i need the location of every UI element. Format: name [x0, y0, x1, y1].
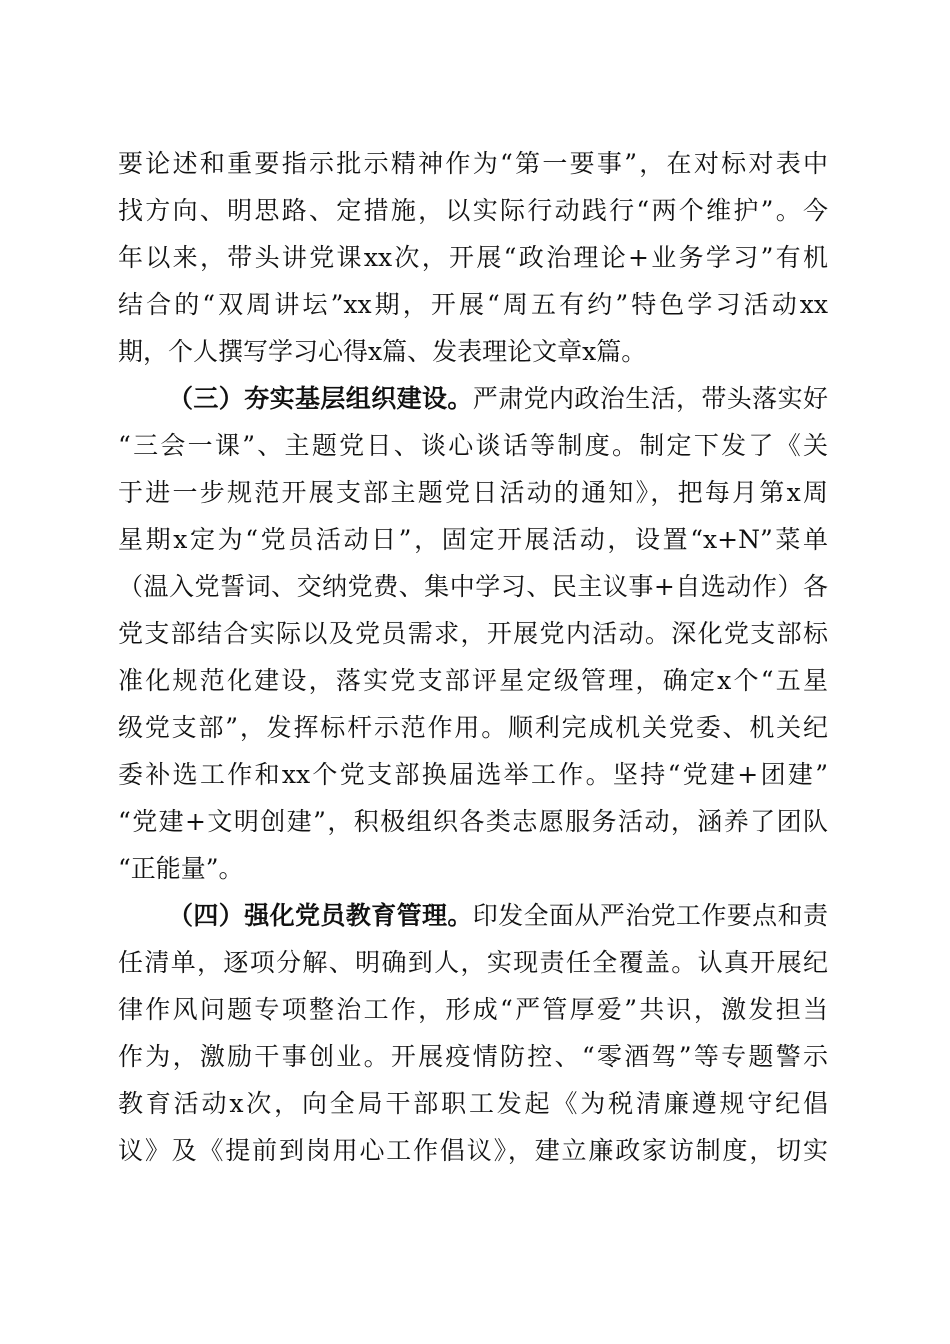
text-line: 教育活动x次，向全局干部职工发起《为税清廉遵规守纪倡: [118, 1089, 828, 1118]
document-body: [118, 140, 828, 1174]
text-line: 党支部结合实际以及党员需求，开展党内活动。深化党支部标: [118, 619, 828, 648]
paragraph-section-4: [118, 892, 828, 1174]
text-line: 于进一步规范开展支部主题党日活动的通知》，把每月第x周: [118, 478, 828, 507]
section-heading: （四）强化党员教育管理。: [168, 901, 473, 930]
text-line: 委补选工作和xx个党支部换届选举工作。坚持“党建+团建”: [118, 760, 828, 789]
paragraph-section-3: [118, 375, 828, 892]
text-line: 星期x定为“党员活动日”，固定开展活动，设置“x+N”菜单: [118, 525, 828, 554]
text-line: 要论述和重要指示批示精神作为“第一要事”，在对标对表中: [118, 149, 828, 178]
paragraph-continued: [118, 140, 828, 375]
text-line: [118, 892, 828, 939]
text-line: 议》及《提前到岗用心工作倡议》，建立廉政家访制度，切实: [118, 1136, 828, 1165]
text-line: 准化规范化建设，落实党支部评星定级管理，确定x个“五星: [118, 666, 828, 695]
text-line: 级党支部”，发挥标杆示范作用。顺利完成机关党委、机关纪: [118, 713, 828, 742]
text-line: “党建+文明创建”，积极组织各类志愿服务活动，涵养了团队: [118, 807, 828, 836]
text-line: （温入党誓词、交纳党费、集中学习、民主议事+自选动作）各: [118, 572, 828, 601]
text-line: 年以来，带头讲党课xx次，开展“政治理论+业务学习”有机: [118, 243, 828, 272]
text-line: 任清单，逐项分解、明确到人，实现责任全覆盖。认真开展纪: [118, 948, 828, 977]
text-line: 期，个人撰写学习心得x篇、发表理论文章x篇。: [118, 337, 647, 366]
text-line: 作为，激励干事创业。开展疫情防控、“零酒驾”等专题警示: [118, 1042, 828, 1071]
text-line: 律作风问题专项整治工作，形成“严管厚爱”共识，激发担当: [118, 995, 828, 1024]
text-line: 找方向、明思路、定措施，以实际行动践行“两个维护”。今: [118, 196, 828, 225]
text-line: “三会一课”、主题党日、谈心谈话等制度。制定下发了《关: [118, 431, 828, 460]
text-line: 结合的“双周讲坛”xx期，开展“周五有约”特色学习活动xx: [118, 290, 828, 319]
section-heading: （三）夯实基层组织建设。: [168, 384, 473, 413]
text-line: [118, 375, 828, 422]
text-line-body: 印发全面从严治党工作要点和责: [472, 901, 828, 930]
text-line-body: 严肃党内政治生活，带头落实好: [472, 384, 828, 413]
text-line: “正能量”。: [118, 854, 244, 883]
